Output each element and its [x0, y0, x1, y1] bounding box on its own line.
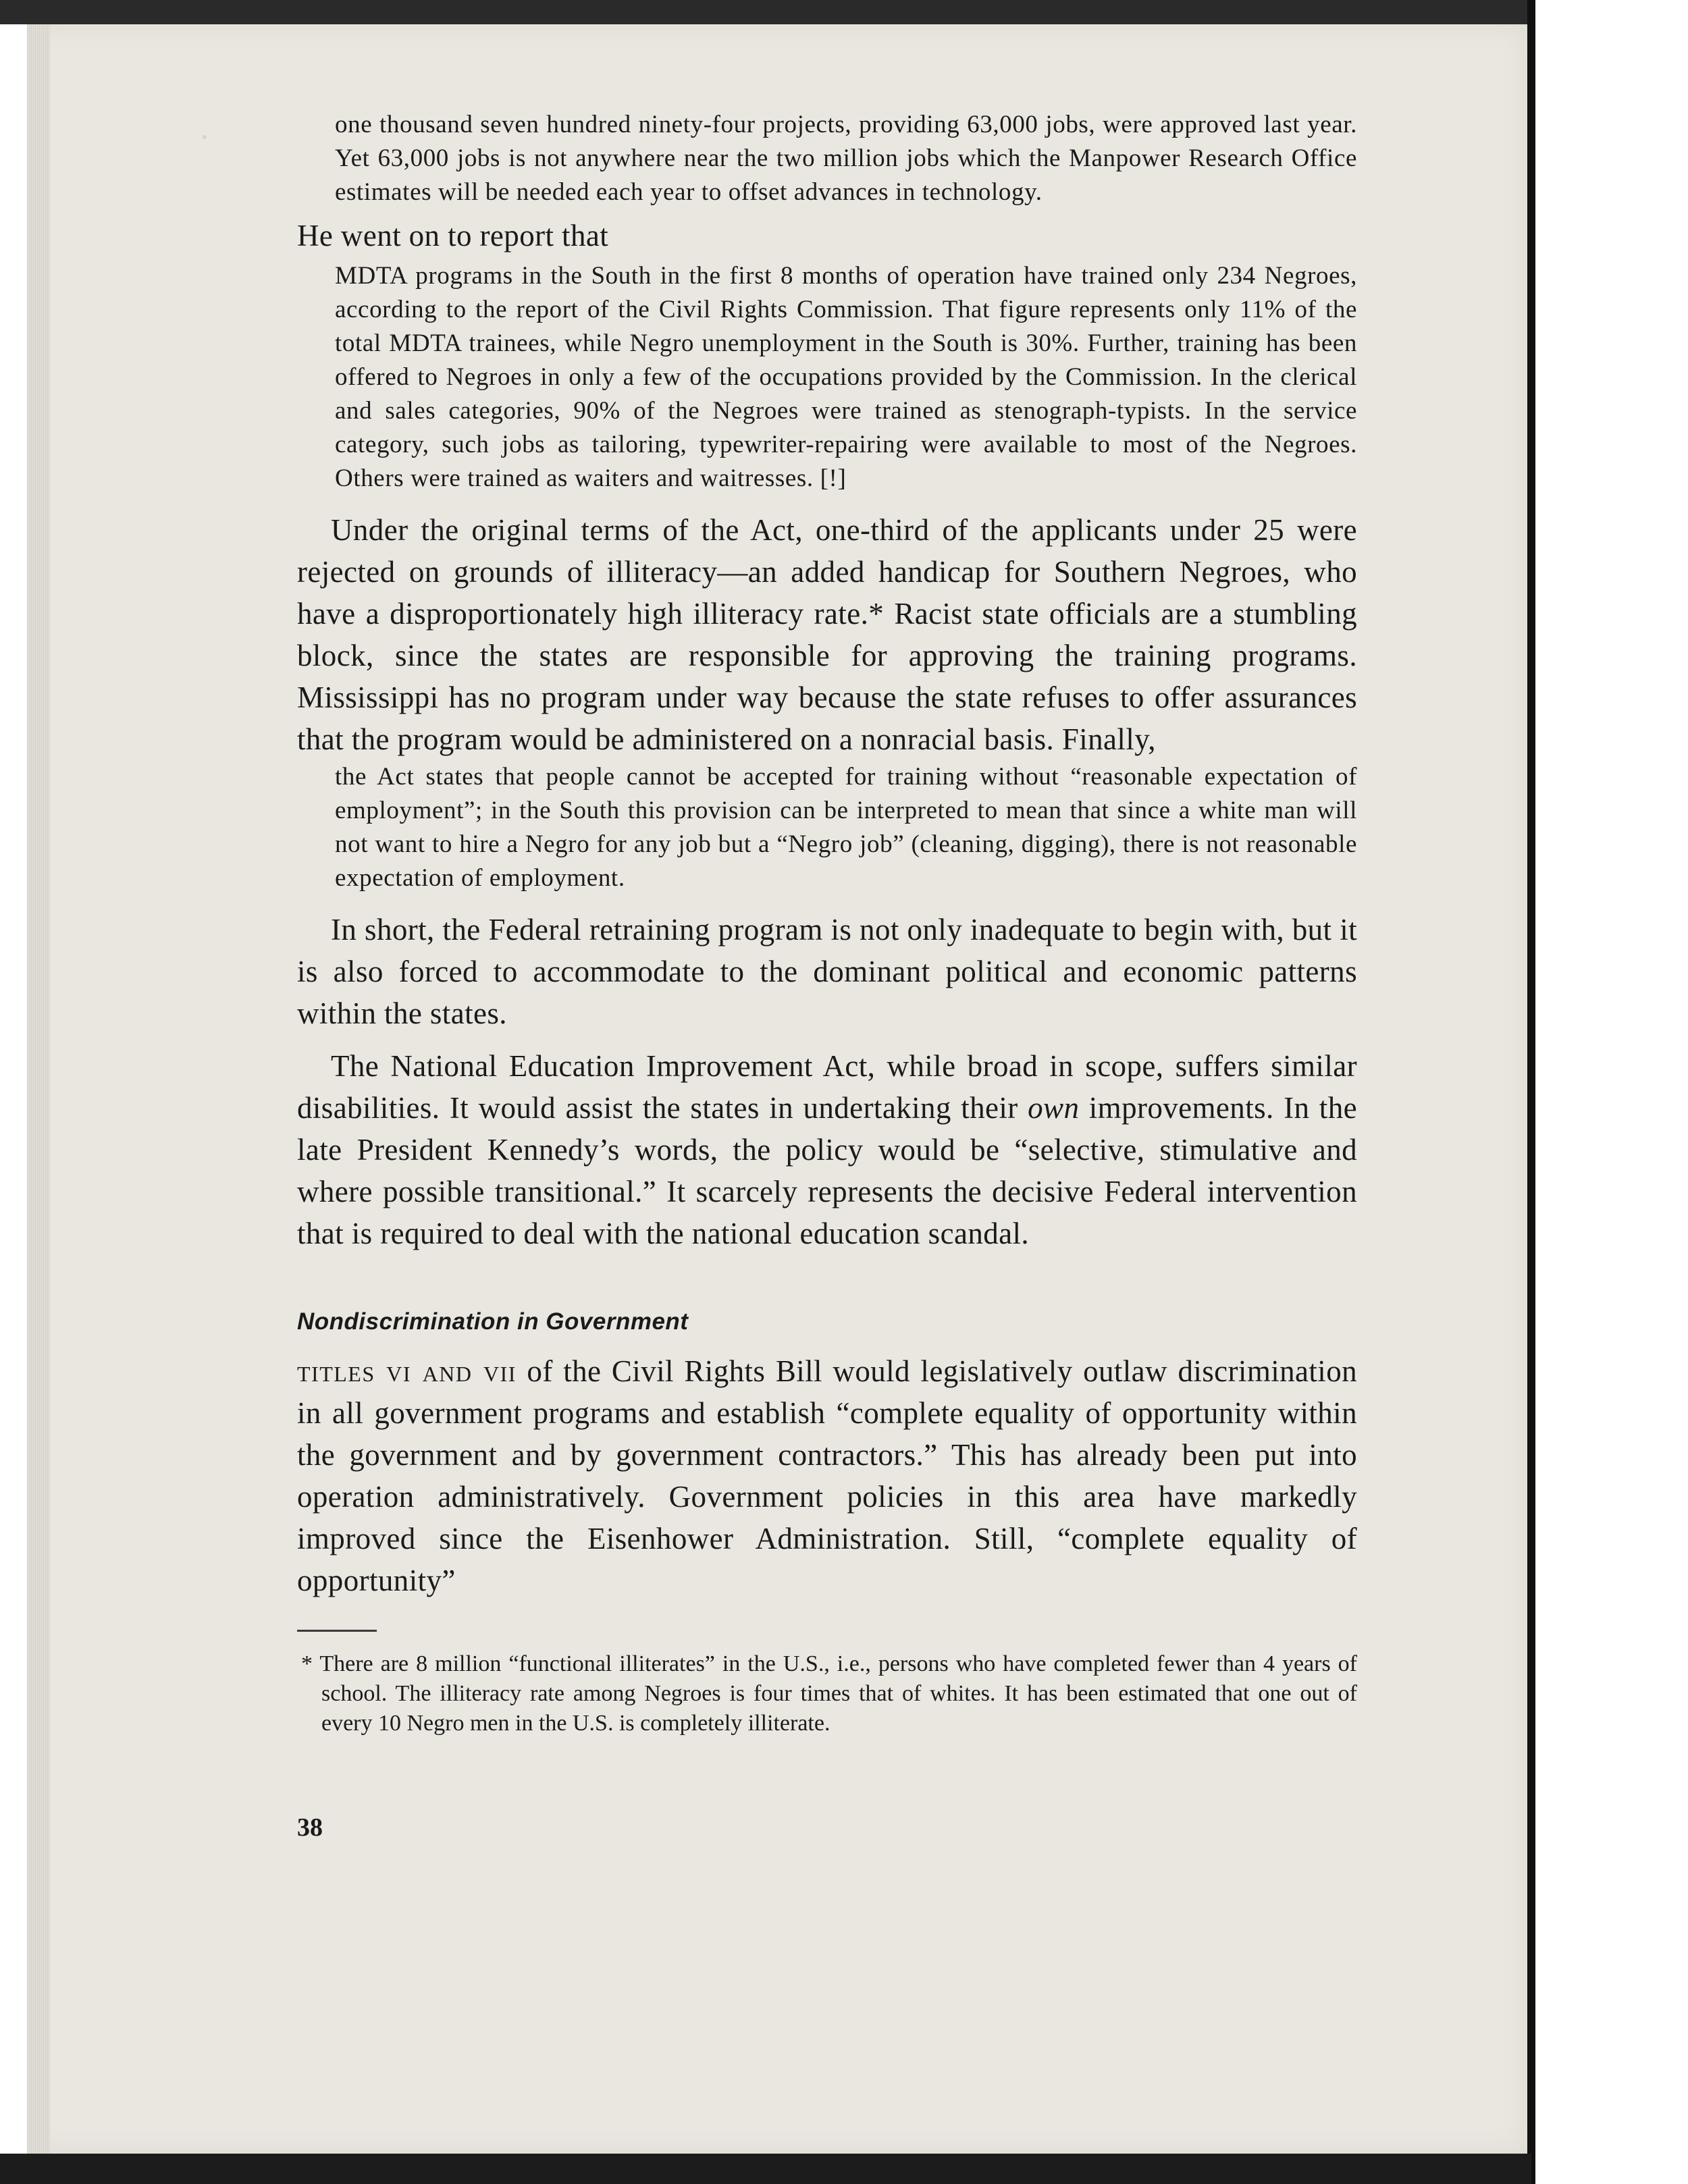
- paragraph-nondiscrimination: [297, 1350, 1357, 1601]
- education-act-text-2: improvements. In the late President Kennedy’s words, the policy would be “selective, stimulative and where possible transitional.” It scarcely represents the decisive Federal intervention that is required to deal with the national education scandal.: [297, 1091, 1357, 1250]
- emphasis-own: own: [1028, 1091, 1080, 1125]
- block-quote-mdta: MDTA programs in the South in the first 8 months of operation have trained only 234 Negroes, according to the report of the Civil Rights Commission. That figure represents only 11% of the total MDTA trainees, while Negro unemployment in the South is 30%. Further, training has been offered to Negroes in only a few of the occupations provided by the Commission. In the clerical and sales categories, 90% of the Negroes were trained as stenograph-typists. In the service category, such jobs as tailoring, typewriter-repairing were available to most of the Negroes. Others were trained as waiters and waitresses. [!]: [335, 262, 1357, 492]
- lead-in-text: He went on to report that: [297, 219, 609, 252]
- nondiscrimination-text: of the Civil Rights Bill would legislatively outlaw discrimination in all government programs and establish “complete equality of opportunity within the government and by government contractors.” This has already been put into operation administratively. Government policies in this area have markedly improved since the Eisenhower Administration. Still, “complete equality of opportunity”: [297, 1354, 1357, 1597]
- paper-speck: [203, 135, 207, 139]
- scan-top-edge: [0, 0, 1531, 24]
- paragraph-illiteracy: Under the original terms of the Act, one-third of the applicants under 25 were rejected on grounds of illiteracy—an added handicap for Southern Negroes, who have a disproportionately high illiteracy rate.* Racist state officials are a stumbling block, since the states are responsible for approving the training programs. Mississippi has no program under way because the state refuses to offer assurances that the program would be administered on a nonracial basis. Finally,: [297, 513, 1357, 756]
- block-quote-employment: the Act states that people cannot be accepted for training without “reasonable expectation of employment”; in the South this provision can be interpreted to mean that since a white man will not want to hire a Negro for any job but a “Negro job” (cleaning, digging), there is not reasonable expectation of employment.: [335, 763, 1357, 892]
- titles-smallcaps: titles vi and vii: [297, 1354, 517, 1388]
- scan-bottom-edge: [0, 2154, 1531, 2184]
- page-content: [297, 108, 1357, 1842]
- block-quote-jobs: one thousand seven hundred ninety-four projects, providing 63,000 jobs, were approved last year. Yet 63,000 jobs is not anywhere near the two million jobs which the Manpower Research Office estimates will be needed each year to offset advances in technology.: [335, 111, 1357, 206]
- education-act-text-1: The National Education Improvement Act, while broad in scope, suffers similar disabilities. It would assist the states in undertaking their: [297, 1049, 1357, 1125]
- page-gutter: [27, 24, 50, 2154]
- scan-right-edge: [1527, 0, 1535, 2184]
- section-heading: Nondiscrimination in Government: [297, 1308, 689, 1335]
- footnote: * There are 8 million “functional illiterates” in the U.S., i.e., persons who have completed fewer than 4 years of school. The illiteracy rate among Negroes is four times that of whites. It has been estimated that one out of every 10 Negro men in the U.S. is completely illiterate.: [301, 1651, 1357, 1736]
- page-number: 38: [297, 1813, 323, 1842]
- paragraph-education-act: [297, 1045, 1357, 1254]
- footnote-rule: [297, 1630, 377, 1632]
- paragraph-federal-retraining: In short, the Federal retraining program is not only inadequate to begin with, but it is also forced to accommodate to the dominant political and economic patterns within the states.: [297, 913, 1357, 1030]
